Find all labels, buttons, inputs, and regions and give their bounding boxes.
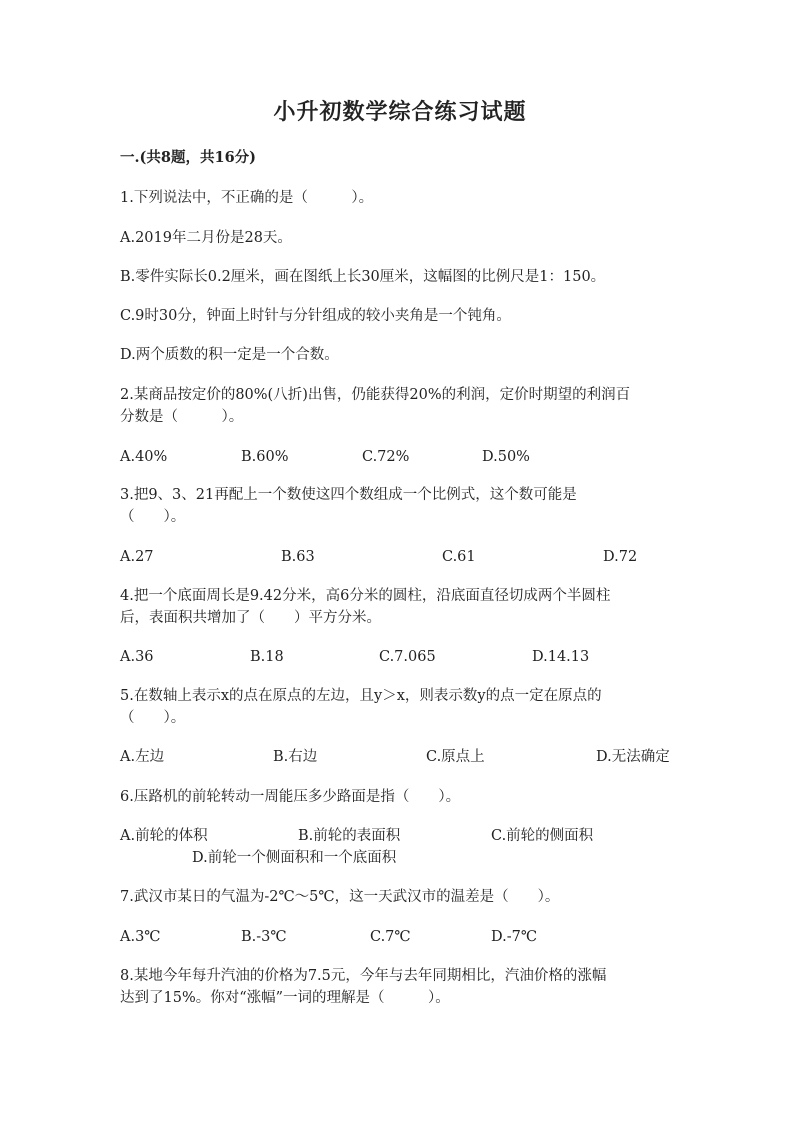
question-7-option-a: A.3℃ bbox=[120, 929, 161, 945]
question-2-option-d: D.50% bbox=[482, 449, 530, 465]
question-1-option-c: C.9时30分，钟面上时针与分针组成的较小夹角是一个钝角。 bbox=[120, 308, 511, 324]
question-2-stem-line-1: 2.某商品按定价的80%(八折)出售，仍能获得20%的利润，定价时期望的利润百 bbox=[120, 387, 631, 403]
question-3-stem-line-1: 3.把9、3、21再配上一个数使这四个数组成一个比例式，这个数可能是 bbox=[120, 487, 577, 503]
question-7-option-c: C.7℃ bbox=[370, 929, 411, 945]
question-2-option-b: B.60% bbox=[241, 449, 289, 465]
question-3-stem-line-2: （ ）。 bbox=[120, 509, 186, 525]
question-1-stem: 1.下列说法中，不正确的是（ ）。 bbox=[120, 190, 374, 206]
question-8-stem-line-1: 8.某地今年每升汽油的价格为7.5元，今年与去年同期相比，汽油价格的涨幅 bbox=[120, 968, 607, 984]
question-2-option-a: A.40% bbox=[120, 449, 168, 465]
question-6-option-a: A.前轮的体积 bbox=[120, 828, 208, 844]
question-5-option-a: A.左边 bbox=[120, 749, 165, 765]
question-6-stem: 6.压路机的前轮转动一周能压多少路面是指（ ）。 bbox=[120, 789, 461, 805]
page-title: 小升初数学综合练习试题 bbox=[273, 99, 527, 125]
question-3-option-a: A.27 bbox=[120, 549, 154, 565]
question-7-option-b: B.-3℃ bbox=[241, 929, 287, 945]
question-2-option-c: C.72% bbox=[362, 449, 410, 465]
question-5-stem-line-1: 5.在数轴上表示x的点在原点的左边，且y＞x，则表示数y的点一定在原点的 bbox=[120, 688, 602, 704]
question-2-stem-line-2: 分数是（ ）。 bbox=[120, 409, 244, 425]
question-4-option-d: D.14.13 bbox=[532, 649, 590, 665]
question-5-stem-line-2: （ ）。 bbox=[120, 710, 186, 726]
question-4-option-a: A.36 bbox=[120, 649, 154, 665]
question-6-option-d: D.前轮一个侧面积和一个底面积 bbox=[192, 850, 397, 866]
question-5-option-c: C.原点上 bbox=[426, 749, 485, 765]
question-5-option-b: B.右边 bbox=[273, 749, 318, 765]
question-3-option-b: B.63 bbox=[281, 549, 315, 565]
question-7-stem: 7.武汉市某日的气温为-2℃～5℃，这一天武汉市的温差是（ ）。 bbox=[120, 889, 560, 905]
question-6-option-b: B.前轮的表面积 bbox=[298, 828, 401, 844]
question-8-stem-line-2: 达到了15%。你对“涨幅”一词的理解是（ ）。 bbox=[120, 990, 450, 1006]
question-3-option-d: D.72 bbox=[603, 549, 638, 565]
question-4-option-c: C.7.065 bbox=[379, 649, 436, 665]
section-heading: 一.(共8题，共16分) bbox=[120, 149, 257, 166]
question-4-stem-line-2: 后，表面积共增加了（ ）平方分米。 bbox=[120, 610, 381, 626]
question-4-option-b: B.18 bbox=[250, 649, 284, 665]
question-1-option-a: A.2019年二月份是28天。 bbox=[120, 230, 292, 246]
question-1-option-b: B.零件实际长0.2厘米，画在图纸上长30厘米，这幅图的比例尺是1：150。 bbox=[120, 269, 606, 285]
question-4-stem-line-1: 4.把一个底面周长是9.42分米，高6分米的圆柱，沿底面直径切成两个半圆柱 bbox=[120, 588, 611, 604]
question-6-option-c: C.前轮的侧面积 bbox=[491, 828, 594, 844]
question-5-option-d: D.无法确定 bbox=[596, 749, 670, 765]
question-1-option-d: D.两个质数的积一定是一个合数。 bbox=[120, 347, 339, 363]
question-7-option-d: D.-7℃ bbox=[491, 929, 538, 945]
question-3-option-c: C.61 bbox=[442, 549, 476, 565]
